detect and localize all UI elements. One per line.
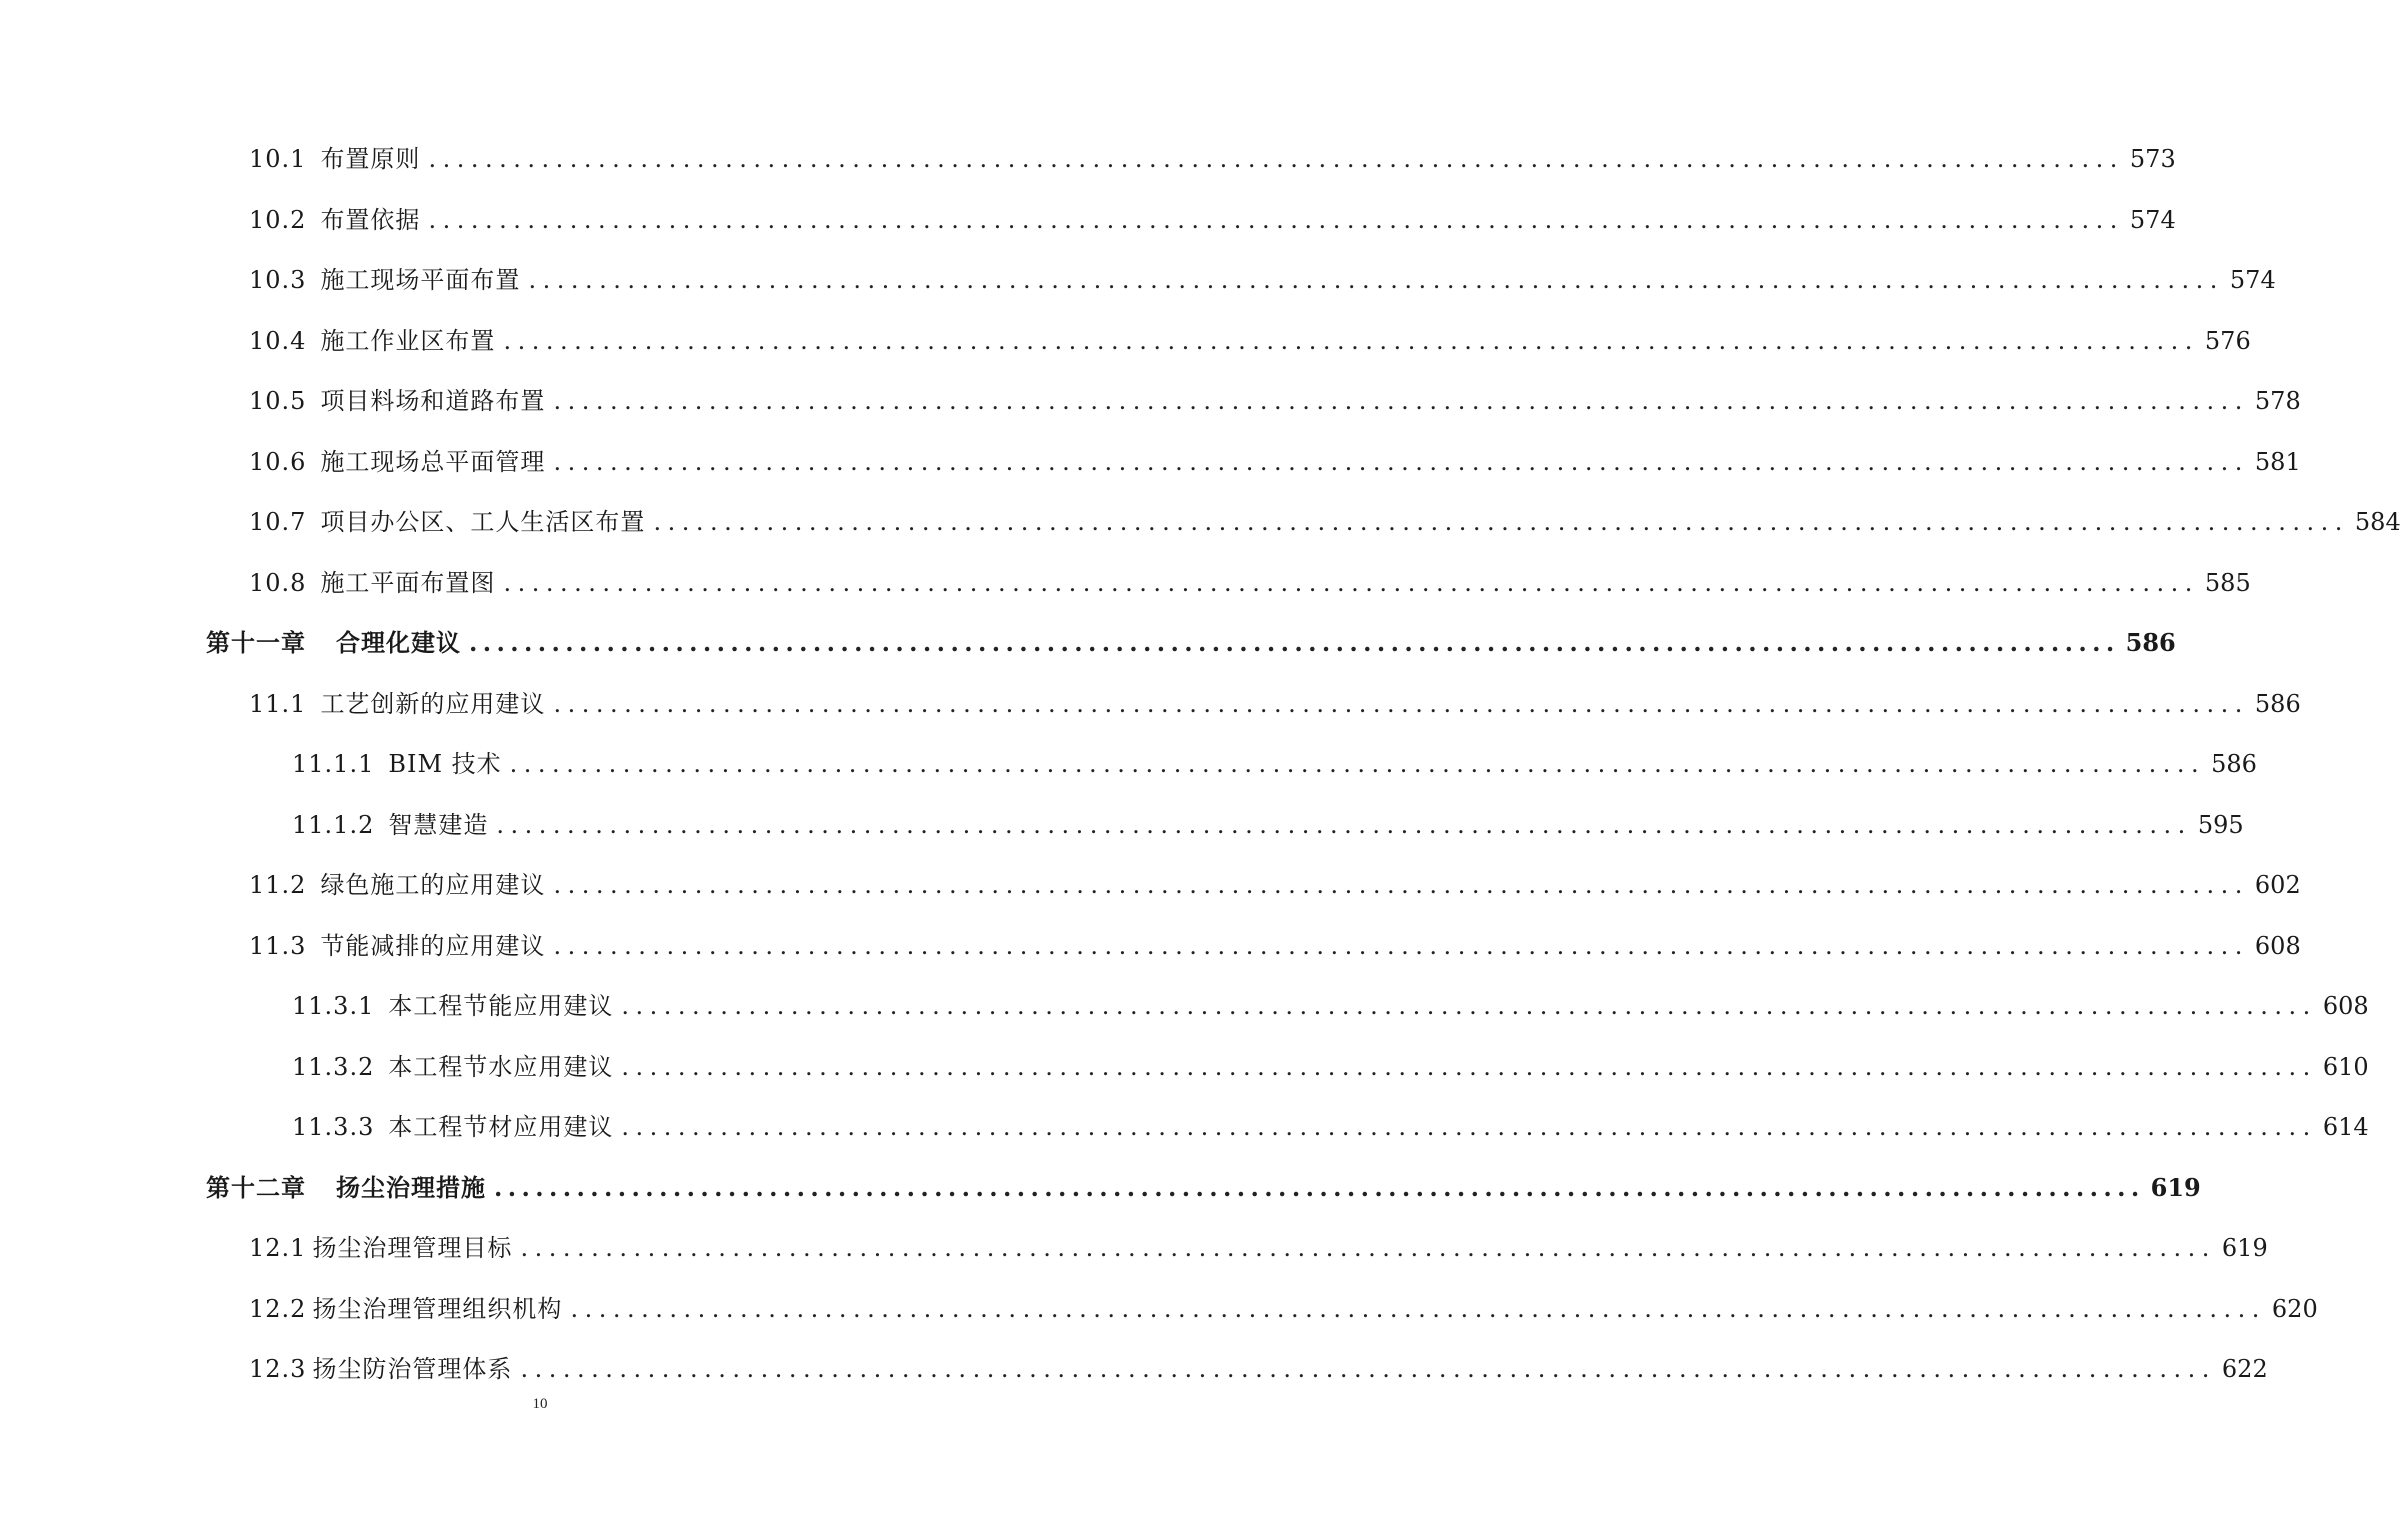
toc-dot-leader: ........................................................................................................................ bbox=[553, 689, 2249, 718]
toc-entry-number: 10.7 bbox=[249, 508, 307, 536]
toc-entry-page: 586 bbox=[2125, 628, 2176, 657]
toc-entry-title: 扬尘治理措施 bbox=[336, 1172, 486, 1202]
toc-entry-title: 工艺创新的应用建议 bbox=[320, 689, 546, 718]
toc-dot-leader: ........................................................................................................................ bbox=[520, 1355, 2216, 1383]
toc-entry[interactable] bbox=[249, 260, 2276, 300]
toc-entry-number: 第十二章 bbox=[206, 1172, 306, 1202]
toc-entry-page: 581 bbox=[2254, 447, 2301, 476]
toc-dot-leader: ........................................................................................................................ bbox=[520, 1234, 2216, 1262]
toc-dot-leader: ........................................................................................................................ bbox=[509, 750, 2206, 778]
toc-entry-number: 10.4 bbox=[249, 326, 307, 355]
toc-entry[interactable] bbox=[249, 926, 2301, 966]
toc-chapter-entry[interactable] bbox=[206, 1168, 2201, 1208]
toc-dot-leader: ........................................................................................................................ bbox=[621, 992, 2317, 1020]
toc-entry-title: 布置原则 bbox=[320, 145, 421, 173]
toc-entry-number: 12.1 bbox=[249, 1234, 307, 1262]
toc-entry-title: 扬尘治理管理目标 bbox=[312, 1234, 513, 1262]
toc-entry[interactable] bbox=[249, 442, 2301, 482]
toc-entry-number: 11.3.1 bbox=[292, 992, 375, 1020]
toc-entry-title: 施工作业区布置 bbox=[320, 326, 496, 355]
toc-entry-page: 574 bbox=[2129, 205, 2176, 234]
toc-entry-title: 项目办公区、工人生活区布置 bbox=[320, 508, 646, 536]
toc-entry-title: 节能减排的应用建议 bbox=[320, 931, 546, 960]
toc-entry-number: 11.1.2 bbox=[292, 810, 375, 839]
toc-entry-number: 11.3.3 bbox=[292, 1113, 375, 1141]
toc-entry-title: 布置依据 bbox=[320, 205, 421, 234]
toc-dot-leader: ........................................................................................................................ bbox=[469, 628, 2120, 657]
toc-entry-title: 施工现场总平面管理 bbox=[320, 447, 546, 476]
toc-entry[interactable] bbox=[249, 563, 2251, 603]
toc-dot-leader: ........................................................................................................................ bbox=[503, 568, 2199, 597]
toc-entry-number: 12.3 bbox=[249, 1355, 307, 1383]
toc-entry-number: 11.2 bbox=[249, 871, 307, 899]
toc-entry[interactable] bbox=[292, 1047, 2369, 1087]
toc-entry-title: 施工平面布置图 bbox=[320, 568, 496, 597]
toc-entry-number: 第十一章 bbox=[206, 628, 306, 657]
toc-dot-leader: ........................................................................................................................ bbox=[528, 266, 2224, 294]
toc-entry-page: 578 bbox=[2254, 387, 2301, 415]
toc-entry[interactable] bbox=[249, 139, 2176, 179]
toc-chapter-entry[interactable] bbox=[206, 623, 2176, 663]
toc-entry-title: 扬尘防治管理体系 bbox=[312, 1355, 513, 1383]
toc-entry-number: 11.3 bbox=[249, 931, 307, 960]
toc-entry-page: 619 bbox=[2150, 1172, 2201, 1202]
toc-entry-page: 574 bbox=[2229, 266, 2276, 294]
toc-entry-number: 10.6 bbox=[249, 447, 307, 476]
toc-dot-leader: ........................................................................................................................ bbox=[496, 810, 2192, 839]
toc-entry-page: 595 bbox=[2197, 810, 2244, 839]
toc-entry-number: 10.8 bbox=[249, 568, 307, 597]
toc-entry[interactable] bbox=[249, 1228, 2268, 1268]
toc-entry-page: 584 bbox=[2354, 508, 2401, 536]
page-number: 10 bbox=[532, 1396, 548, 1412]
toc-entry-title: 本工程节材应用建议 bbox=[388, 1113, 614, 1141]
toc-entry-number: 11.1 bbox=[249, 689, 307, 718]
toc-entry[interactable] bbox=[249, 684, 2301, 724]
toc-entry-title: 扬尘治理管理组织机构 bbox=[312, 1294, 563, 1323]
toc-entry-page: 576 bbox=[2204, 326, 2251, 355]
toc-entry-title: BIM 技术 bbox=[388, 750, 502, 778]
toc-dot-leader: ........................................................................................................................ bbox=[553, 387, 2249, 415]
toc-entry-number: 10.1 bbox=[249, 145, 307, 173]
toc-entry-page: 573 bbox=[2129, 145, 2176, 173]
toc-entry-page: 586 bbox=[2254, 689, 2301, 718]
toc-entry[interactable] bbox=[292, 986, 2369, 1026]
toc-dot-leader: ........................................................................................................................ bbox=[553, 871, 2249, 899]
toc-dot-leader: ........................................................................................................................ bbox=[553, 447, 2249, 476]
toc-entry-page: 619 bbox=[2221, 1234, 2268, 1262]
toc-entry-page: 585 bbox=[2204, 568, 2251, 597]
toc-entry[interactable] bbox=[249, 865, 2301, 905]
toc-entry-page: 602 bbox=[2254, 871, 2301, 899]
toc-dot-leader: ........................................................................................................................ bbox=[428, 145, 2124, 173]
toc-entry[interactable] bbox=[249, 1289, 2318, 1329]
toc-entry-page: 610 bbox=[2322, 1052, 2369, 1081]
toc-dot-leader: ........................................................................................................................ bbox=[653, 508, 2349, 536]
toc-entry-title: 施工现场平面布置 bbox=[320, 266, 521, 294]
toc-entry[interactable] bbox=[292, 1107, 2369, 1147]
toc-entry-number: 10.2 bbox=[249, 205, 307, 234]
toc-dot-leader: ........................................................................................................................ bbox=[621, 1113, 2317, 1141]
toc-entry-number: 10.5 bbox=[249, 387, 307, 415]
toc-entry-title: 项目料场和道路布置 bbox=[320, 387, 546, 415]
toc-entry-page: 586 bbox=[2211, 750, 2257, 778]
toc-entry-title: 绿色施工的应用建议 bbox=[320, 871, 546, 899]
toc-entry[interactable] bbox=[292, 744, 2257, 784]
toc-dot-leader: ........................................................................................................................ bbox=[570, 1294, 2266, 1323]
toc-entry-number: 12.2 bbox=[249, 1294, 307, 1323]
toc-dot-leader: ........................................................................................................................ bbox=[428, 205, 2124, 234]
toc-dot-leader: ........................................................................................................................ bbox=[621, 1052, 2317, 1081]
toc-entry[interactable] bbox=[249, 502, 2401, 542]
toc-entry-title: 本工程节能应用建议 bbox=[388, 992, 614, 1020]
toc-entry-page: 622 bbox=[2221, 1355, 2268, 1383]
toc-entry[interactable] bbox=[249, 321, 2251, 361]
toc-entry[interactable] bbox=[292, 805, 2244, 845]
toc-entry-page: 608 bbox=[2322, 992, 2369, 1020]
toc-entry-number: 11.3.2 bbox=[292, 1052, 375, 1081]
toc-dot-leader: ........................................................................................................................ bbox=[553, 931, 2249, 960]
toc-dot-leader: ........................................................................................................................ bbox=[494, 1172, 2145, 1202]
toc-entry-number: 11.1.1 bbox=[292, 750, 375, 778]
toc-entry-page: 620 bbox=[2271, 1294, 2318, 1323]
toc-entry-page: 608 bbox=[2254, 931, 2301, 960]
toc-entry-title: 本工程节水应用建议 bbox=[388, 1052, 614, 1081]
toc-entry-page: 614 bbox=[2322, 1113, 2369, 1141]
toc-entry-title: 合理化建议 bbox=[336, 628, 461, 657]
toc-dot-leader: ........................................................................................................................ bbox=[503, 326, 2199, 355]
toc-entry-title: 智慧建造 bbox=[388, 810, 489, 839]
toc-entry[interactable] bbox=[249, 1349, 2268, 1389]
toc-entry-number: 10.3 bbox=[249, 266, 307, 294]
toc-entry[interactable] bbox=[249, 200, 2176, 240]
toc-entry[interactable] bbox=[249, 381, 2301, 421]
